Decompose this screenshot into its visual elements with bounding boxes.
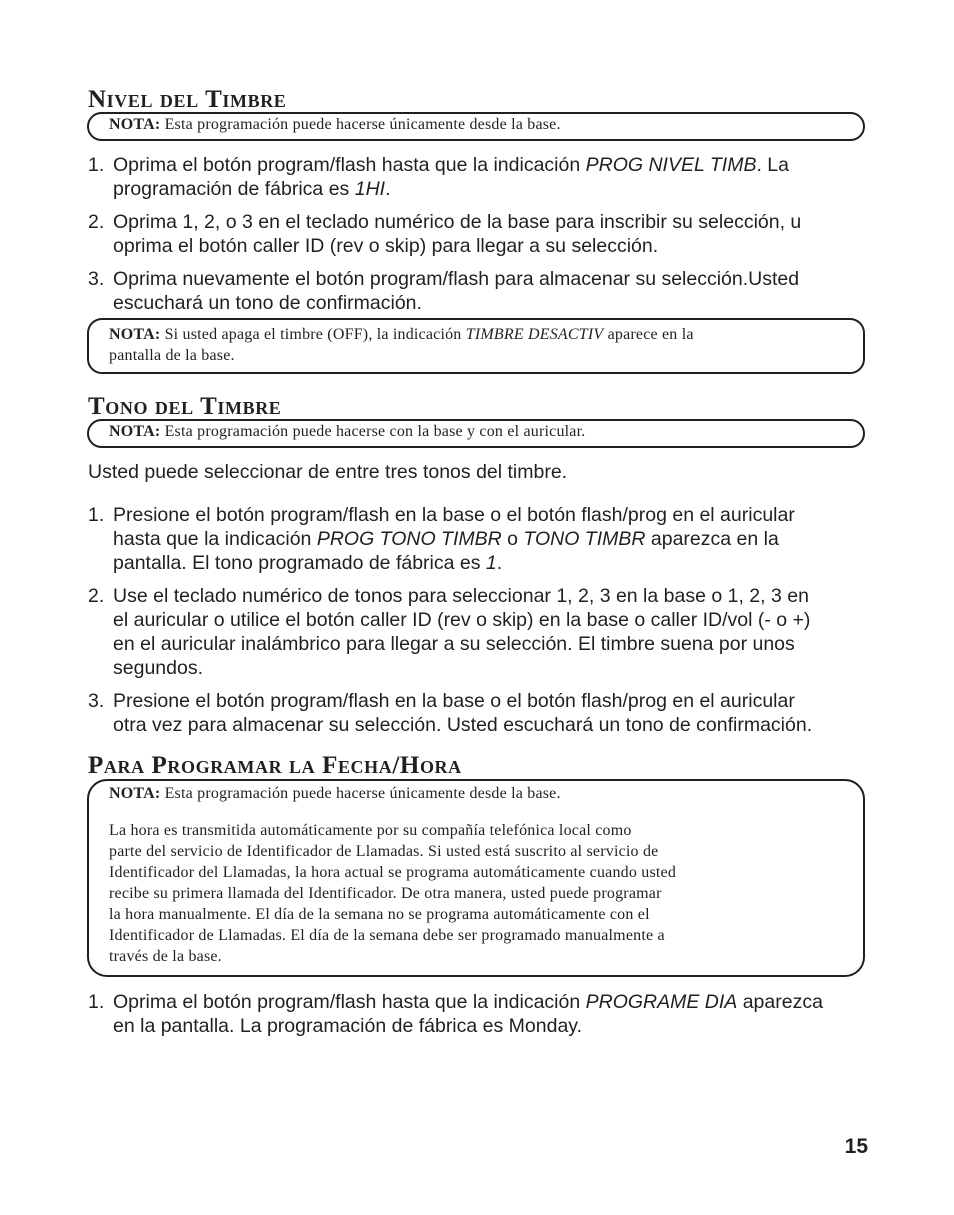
section-heading-tono-del-timbre: Tono del Timbre bbox=[88, 393, 282, 420]
note-text: Esta programación puede hacerse únicamente desde la base. bbox=[164, 785, 561, 802]
note-text: Si usted apaga el timbre (OFF), la indicación bbox=[164, 326, 466, 343]
note-text: pantalla de la base. bbox=[109, 347, 235, 364]
step-number: 1. bbox=[88, 991, 105, 1013]
display-indication: TIMBRE DESACTIV bbox=[465, 326, 604, 343]
step-text: otra vez para almacenar su selección. Usted escuchará un tono de confirmación. bbox=[113, 714, 813, 736]
step-text: Oprima el botón program/flash hasta que la indicación bbox=[113, 154, 586, 176]
step-text: escuchará un tono de confirmación. bbox=[113, 292, 422, 314]
note-line: través de la base. bbox=[109, 948, 222, 965]
display-indication: TONO TIMBR bbox=[523, 528, 646, 550]
note-box bbox=[87, 112, 865, 141]
note-label: NOTA: bbox=[109, 423, 161, 440]
step-item bbox=[88, 689, 878, 737]
steps-list bbox=[88, 153, 878, 315]
page-number: 15 bbox=[844, 1135, 868, 1158]
step-text: . bbox=[496, 552, 503, 574]
section-heading-fecha-hora: Para Programar la Fecha/Hora bbox=[88, 752, 462, 779]
step-text: Oprima nuevamente el botón program/flash para almacenar su selección.Usted bbox=[113, 268, 800, 290]
note-line: la hora manualmente. El día de la semana no se programa automáticamente con el bbox=[109, 906, 650, 923]
step-text: Presione el botón program/flash en la base o el botón flash/prog en el auricular bbox=[113, 690, 795, 712]
note-box bbox=[87, 779, 865, 977]
step-item bbox=[88, 210, 878, 258]
step-text: . bbox=[385, 178, 391, 200]
note-label: NOTA: bbox=[109, 785, 161, 802]
intro-text: Usted puede seleccionar de entre tres tonos del timbre. bbox=[88, 461, 568, 483]
note-text: Esta programación puede hacerse con la base y con el auricular. bbox=[164, 423, 586, 440]
step-number: 3. bbox=[88, 690, 105, 712]
step-text: oprima el botón caller ID (rev o skip) para llegar a su selección. bbox=[113, 235, 659, 257]
step-text: o bbox=[501, 528, 524, 550]
note-label: NOTA: bbox=[109, 326, 161, 343]
step-text: aparezca bbox=[737, 991, 823, 1013]
step-number: 2. bbox=[88, 585, 105, 607]
section-heading-nivel-del-timbre: Nivel del Timbre bbox=[88, 86, 287, 113]
step-text: hasta que la indicación bbox=[113, 528, 317, 550]
step-number: 1. bbox=[88, 504, 105, 526]
step-text: Oprima 1, 2, o 3 en el teclado numérico de la base para inscribir su selección, u bbox=[113, 211, 802, 233]
step-text: en el auricular inalámbrico para llegar a su selección. El timbre suena por unos bbox=[113, 633, 795, 655]
step-number: 1. bbox=[88, 154, 105, 176]
step-text: en la pantalla. La programación de fábrica es Monday. bbox=[113, 1015, 583, 1037]
step-text: aparezca en la bbox=[645, 528, 779, 550]
display-indication: PROG NIVEL TIMB bbox=[585, 154, 757, 176]
step-item bbox=[88, 503, 878, 575]
step-number: 3. bbox=[88, 268, 105, 290]
note-label: NOTA: bbox=[109, 116, 161, 133]
step-text: . La bbox=[756, 154, 789, 176]
step-item bbox=[88, 267, 878, 315]
display-indication: PROG TONO TIMBR bbox=[316, 528, 502, 550]
step-text: Use el teclado numérico de tonos para seleccionar 1, 2, 3 en la base o 1, 2, 3 en bbox=[113, 585, 809, 607]
step-number: 2. bbox=[88, 211, 105, 233]
step-text: programación de fábrica es bbox=[113, 178, 355, 200]
note-line: La hora es transmitida automáticamente por su compañía telefónica local como bbox=[109, 822, 632, 839]
note-line: Identificador de Llamadas. El día de la semana debe ser programado manualmente a bbox=[109, 927, 665, 944]
step-text: pantalla. El tono programado de fábrica es bbox=[113, 552, 486, 574]
note-line: Identificador del Llamadas, la hora actual se programa automáticamente cuando usted bbox=[109, 864, 677, 881]
step-text: el auricular o utilice el botón caller ID (rev o skip) en la base o caller ID/vol (- o +) bbox=[113, 609, 811, 631]
step-text: Oprima el botón program/flash hasta que la indicación bbox=[113, 991, 586, 1013]
steps-list bbox=[88, 990, 878, 1038]
default-value: 1HI bbox=[354, 178, 386, 200]
display-indication: PROGRAME DIA bbox=[585, 991, 738, 1013]
step-item bbox=[88, 990, 878, 1038]
step-text: segundos. bbox=[113, 657, 203, 679]
step-item bbox=[88, 153, 878, 201]
default-value: 1 bbox=[485, 552, 497, 574]
step-text: Presione el botón program/flash en la base o el botón flash/prog en el auricular bbox=[113, 504, 795, 526]
note-text: aparece en la bbox=[603, 326, 694, 343]
note-text: Esta programación puede hacerse únicamente desde la base. bbox=[164, 116, 561, 133]
note-box bbox=[87, 318, 865, 374]
steps-list bbox=[88, 503, 878, 737]
note-line: parte del servicio de Identificador de Llamadas. Si usted está suscrito al servicio de bbox=[109, 843, 659, 860]
step-item bbox=[88, 584, 878, 680]
note-box bbox=[87, 419, 865, 448]
note-line: recibe su primera llamada del Identificador. De otra manera, usted puede programar bbox=[109, 885, 662, 902]
note-paragraph bbox=[109, 820, 849, 967]
